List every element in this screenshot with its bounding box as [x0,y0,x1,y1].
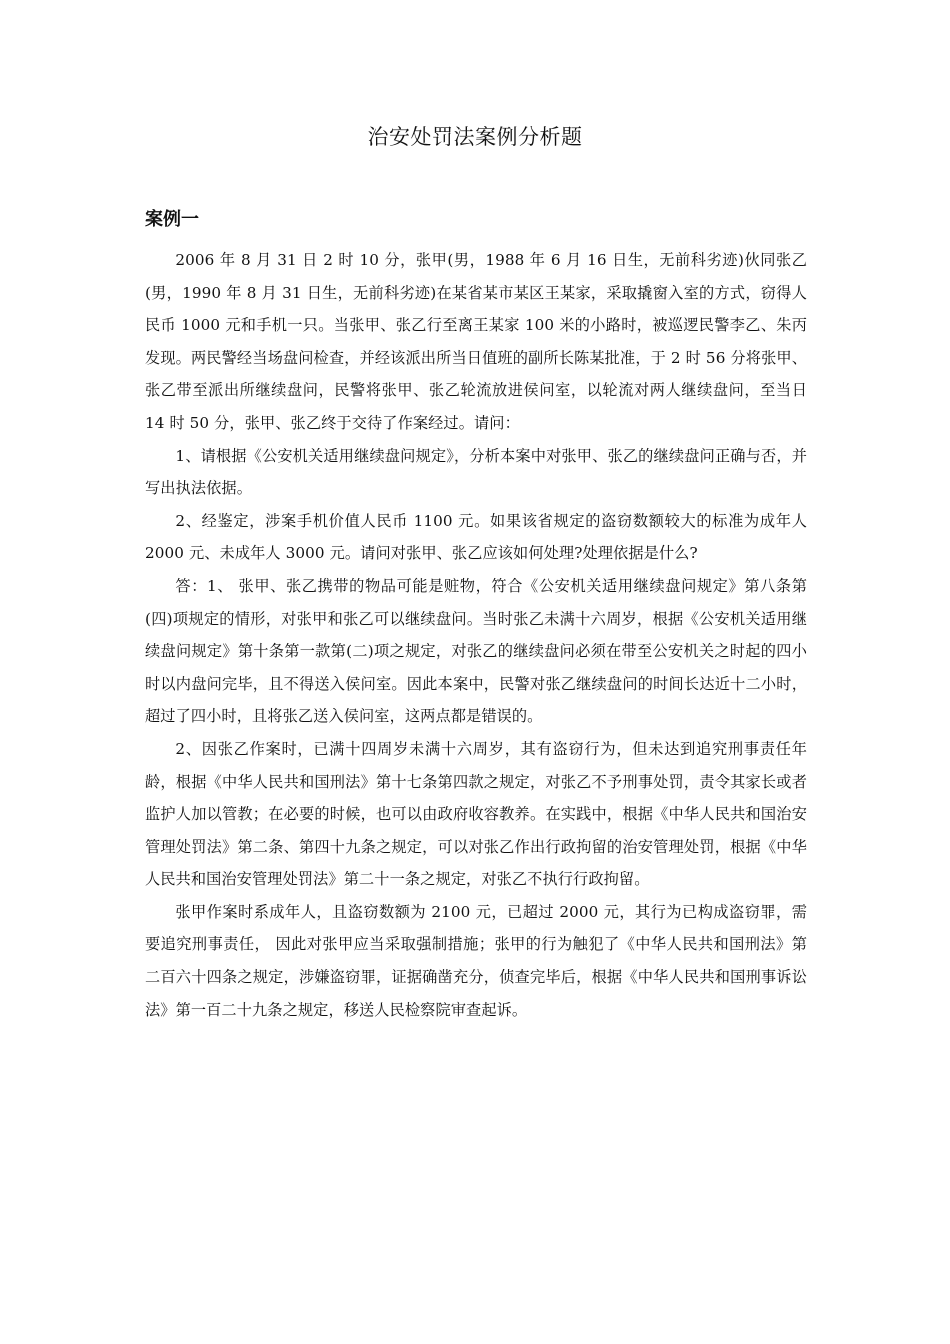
document-title: 治安处罚法案例分析题 [367,125,583,149]
answer-two-paragraph: 2、因张乙作案时，已满十四周岁未满十六周岁，其有盗窃行为，但未达到追究刑事责任年龄，根据《中华人民共和国刑法》第十七条第四款之规定，对张乙不予刑事处罚，责令其家长或者监护人加以管教；在必要的时候，也可以由政府收容教养。在实践中，根据《中华人民共和国治安管理处罚法》第二条、第四十九条之规定，可以对张乙作出行政拘留的治安管理处罚，根据《中华人民共和国治安管理处罚法》第二十一条之规定，对张乙不执行行政拘留。 [145,739,807,889]
answer-two-continued-paragraph: 张甲作案时系成年人，且盗窃数额为 2100 元，已超过 2000 元，其行为已构成盗窃罪，需要追究刑事责任， 因此对张甲应当采取强制措施；张甲的行为触犯了《中华人民共和国刑法》第二百六十四条之规定，涉嫌盗窃罪，证据确凿充分，侦查完毕后，根据《中华人民共和国刑事诉讼法》第一百二十九条之规定，移送人民检察院审查起诉。 [145,902,807,1019]
answer-one-paragraph: 答：1、 张甲、张乙携带的物品可能是赃物，符合《公安机关适用继续盘问规定》第八条第(四)项规定的情形，对张甲和张乙可以继续盘问。当时张乙未满十六周岁，根据《公安机关适用继续盘问规定》第十条第一款第(二)项之规定，对张乙的继续盘问必须在带至公安机关之时起的四小时以内盘问完毕，且不得送入侯问室。因此本案中，民警对张乙继续盘问的时间长达近十二小时，超过了四小时，且将张乙送入侯问室，这两点都是错误的。 [145,576,807,726]
case-facts-paragraph: 2006 年 8 月 31 日 2 时 10 分，张甲(男，1988 年 6 月 16 日生，无前科劣迹)伙同张乙(男，1990 年 8 月 31 日生，无前科劣迹)在某省某市某区王某家，采取撬窗入室的方式，窃得人民币 1000 元和手机一只。当张甲、张乙行至离王某家 100 米的小路时，被巡逻民警李乙、朱丙发现。两民警经当场盘问检查，并经该派出所当日值班的副所长陈某批准，于 2 时 56 分将张甲、张乙带至派出所继续盘问，民警将张甲、张乙轮流放进侯问室，以轮流对两人继续盘问，至当日 14 时 50 分，张甲、张乙终于交待了作案经过。请问： [145,251,807,432]
question-two-paragraph: 2、经鉴定，涉案手机价值人民币 1100 元。如果该省规定的盗窃数额较大的标准为成年人 2000 元、未成年人 3000 元。请问对张甲、张乙应该如何处理?处理依据是什么? [145,511,807,563]
document-body [145,244,807,1026]
question-one-paragraph: 1、请根据《公安机关适用继续盘问规定》，分析本案中对张甲、张乙的继续盘问正确与否，并写出执法依据。 [145,446,807,498]
case-heading: 案例一 [145,209,199,230]
